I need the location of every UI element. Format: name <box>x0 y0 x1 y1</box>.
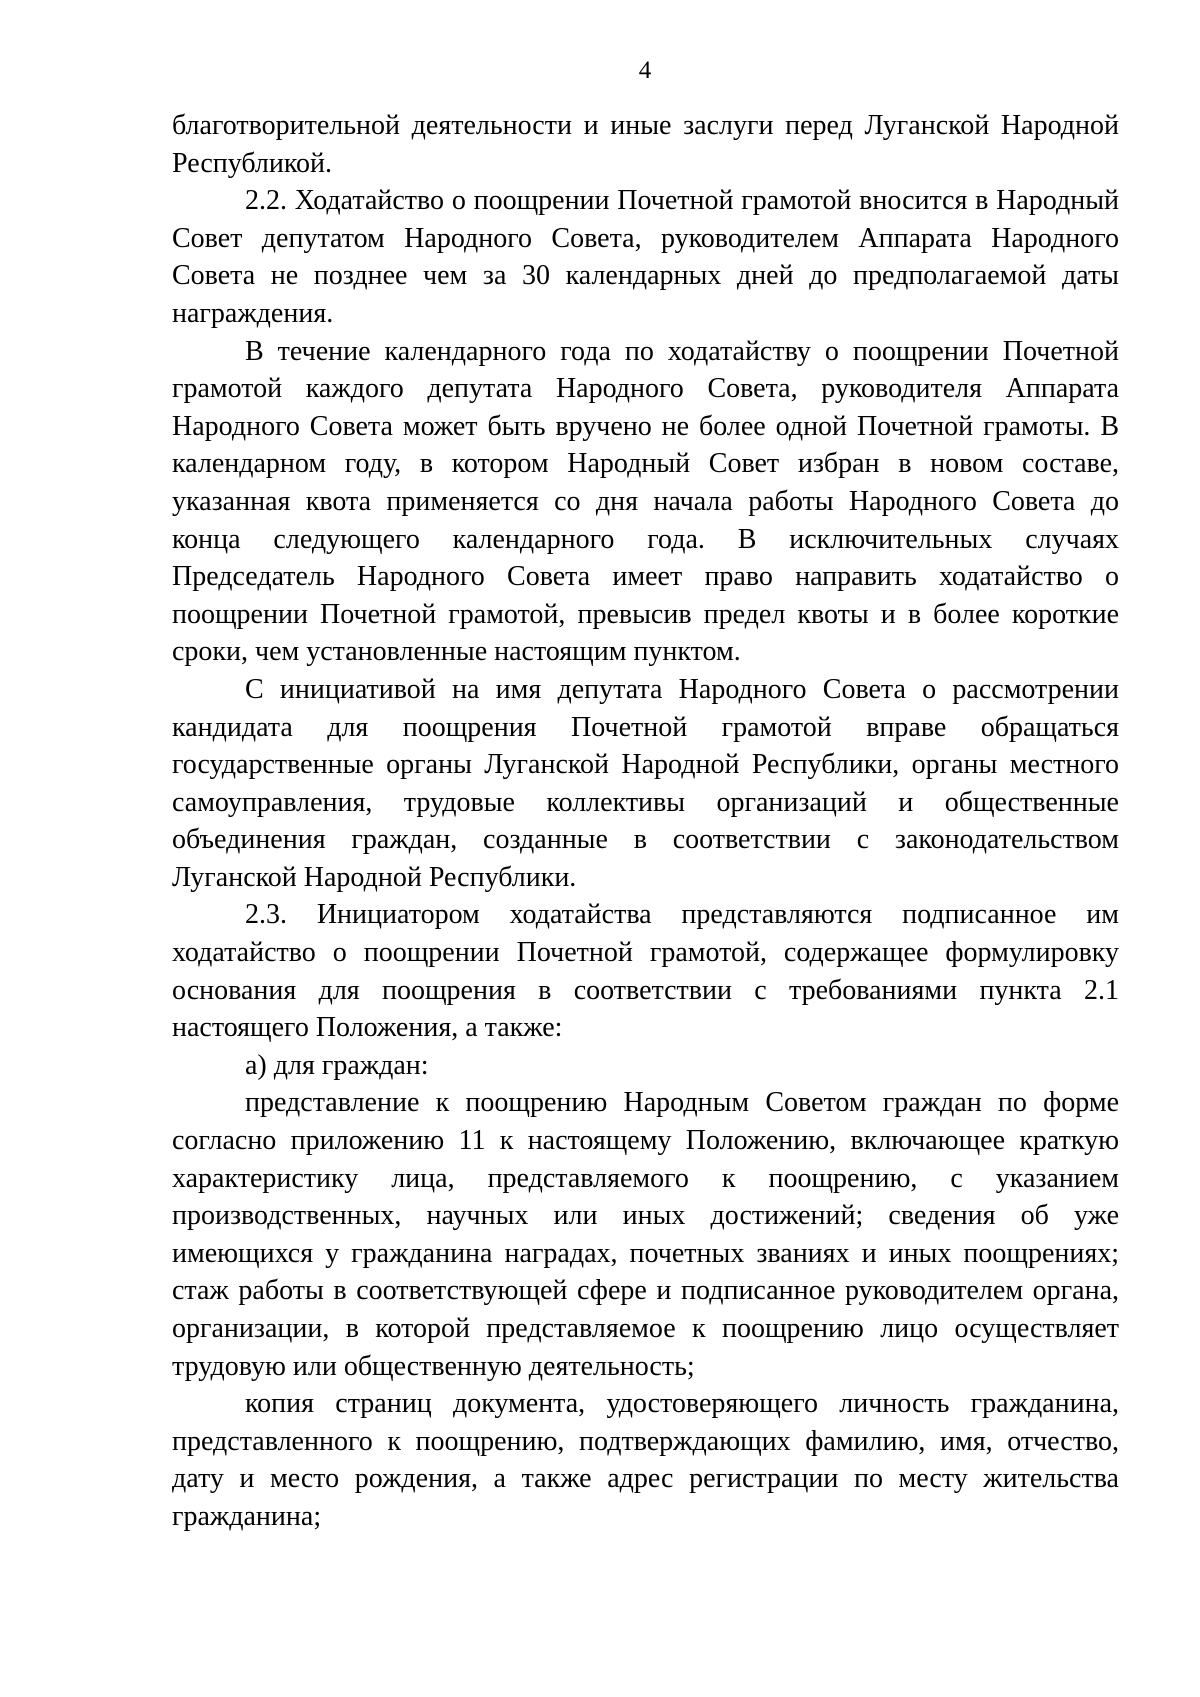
paragraph-citizens-heading: а) для граждан: <box>245 1049 429 1081</box>
paragraph-quota: В течение календарного года по ходатайству о поощрении Почетной грамотой каждого депутата Народного Совета, руководителя Аппарата Народного Совета может быть вручено не более одной Почетной грамоты. В календарном году, в котором Народный Совет избран в новом составе, указанная квота применяется со дня начала работы Народного Совета до конца следующего календарного года. В исключительных случаях Председатель Народного Совета имеет право направить ходатайство о поощрении Почетной грамотой, превысив предел квоты и в более короткие сроки, чем установленные настоящим пунктом. <box>172 335 1119 668</box>
paragraph-2-2: 2.2. Ходатайство о поощрении Почетной грамотой вносится в Народный Совет депутатом Народного Совета, руководителем Аппарата Народного Совета не позднее чем за 30 календарных дней до предполагаемой даты награждения. <box>172 185 1119 329</box>
paragraph-submission: представление к поощрению Народным Советом граждан по форме согласно приложению 11 к настоящему Положению, включающее краткую характеристику лица, представляемого к поощрению, с указанием производственных, научных или иных достижений; сведения об уже имеющихся у гражданина наградах, почетных званиях и иных поощрениях; стаж работы в соответствующей сфере и подписанное руководителем органа, организации, в которой представляемое к поощрению лицо осуществляет трудовую или общественную деятельность; <box>172 1087 1119 1382</box>
paragraph-continuation: благотворительной деятельности и иные заслуги перед Луганской Народной Республикой. <box>172 110 1119 179</box>
paragraph-id-copy: копия страниц документа, удостоверяющего личность гражданина, представленного к поощрению, подтверждающих фамилию, имя, отчество, дату и место рождения, а также адрес регистрации по месту жительства гражданина; <box>172 1388 1119 1532</box>
paragraph-initiative: С инициативой на имя депутата Народного Совета о рассмотрении кандидата для поощрения Почетной грамотой вправе обращаться государственные органы Луганской Народной Республики, органы местного самоуправления, трудовые коллективы организаций и общественные объединения граждан, созданные в соответствии с законодательством Луганской Народной Республики. <box>172 673 1119 893</box>
document-body <box>172 107 1119 1536</box>
paragraph-2-3: 2.3. Инициатором ходатайства представляются подписанное им ходатайство о поощрении Почетной грамотой, содержащее формулировку основания для поощрения в соответствии с требованиями пункта 2.1 настоящего Положения, а также: <box>172 899 1119 1044</box>
page-number: 4 <box>638 57 652 84</box>
